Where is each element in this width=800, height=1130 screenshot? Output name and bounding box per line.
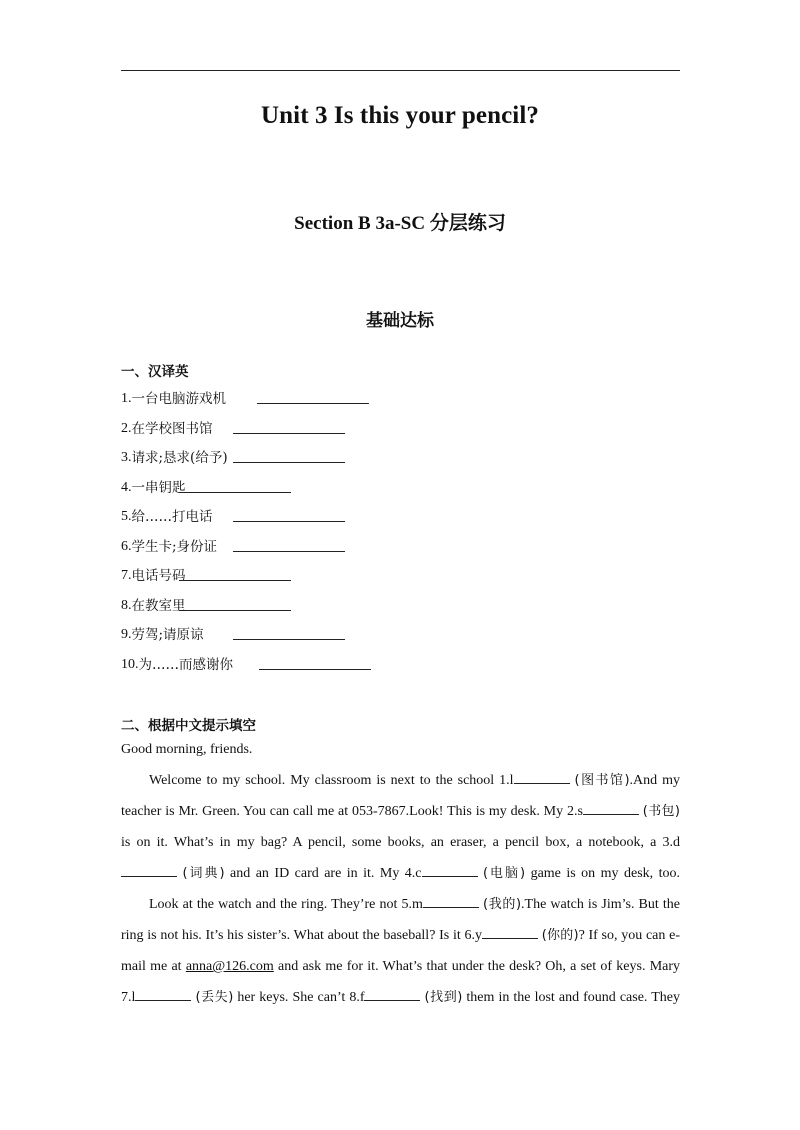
vocab-item-number: 1.: [121, 391, 132, 406]
page-title: Unit 3 Is this your pencil?: [261, 102, 539, 129]
passage-text: Look at the watch and the ring. They’re not 5.m: [149, 897, 423, 912]
answer-blank[interactable]: [259, 655, 371, 670]
passage-paragraph-2: [121, 889, 680, 1013]
passage: [121, 734, 680, 1013]
blank-7[interactable]: [135, 988, 191, 1001]
answer-blank[interactable]: [179, 596, 291, 611]
blank-8[interactable]: [364, 988, 420, 1001]
vocab-item-text: 一台电脑游戏机: [131, 391, 226, 407]
blank-5[interactable]: [423, 895, 479, 908]
vocab-item-text: 劳驾;请原谅: [131, 627, 204, 643]
vocab-item-text: 为……而感谢你: [138, 656, 233, 673]
answer-blank[interactable]: [233, 507, 345, 522]
blank-2[interactable]: [583, 802, 639, 815]
vocab-item-number: 8.: [121, 597, 132, 613]
vocab-item-number: 3.: [121, 450, 132, 465]
vocab-item-number: 7.: [121, 568, 132, 583]
part1-heading: 一、汉译英: [121, 364, 189, 380]
vocab-item-text: 电话号码: [131, 568, 186, 584]
hint-1: (图书馆): [574, 773, 630, 788]
passage-text: and an ID card are in it. My 4.c: [230, 866, 422, 881]
hint-6: (你的): [541, 928, 579, 943]
vocab-item-number: 4.: [121, 479, 132, 495]
blank-1[interactable]: [514, 771, 570, 784]
vocab-item: [121, 653, 411, 673]
part2-heading: 二、根据中文提示填空: [121, 718, 256, 734]
passage-text: ? If so, you can e-mail me at: [121, 928, 680, 974]
vocab-item-number: 2.: [121, 420, 132, 436]
vocab-item-number: 6.: [121, 538, 132, 554]
vocab-item-number: 10.: [121, 656, 139, 672]
passage-text: them in the lost and found case. They: [466, 990, 680, 1005]
hint-7: (丢失): [195, 990, 234, 1005]
hint-3: (词典): [182, 866, 225, 881]
passage-text: .And my teacher is Mr. Green. You can call me at 053-7867.Look! This is my desk. My 2.s: [121, 773, 681, 819]
vocab-item: [121, 417, 411, 437]
blank-6[interactable]: [482, 926, 538, 939]
answer-blank[interactable]: [233, 537, 345, 552]
answer-blank[interactable]: [233, 448, 345, 463]
answer-blank[interactable]: [257, 389, 369, 404]
vocab-item: [121, 535, 411, 555]
hint-8: (找到): [424, 990, 463, 1005]
vocab-item: [121, 564, 411, 584]
vocab-item-text: 一串钥匙: [131, 479, 186, 496]
vocab-item: [121, 387, 411, 407]
passage-text: .The watch is Jim’s. But the ring is not his. It’s his sister’s. What about the baseball? Is it 6.y: [121, 897, 681, 943]
top-rule: [121, 70, 680, 71]
passage-text: and ask me for it. What’s that under the desk? Oh, a set of keys. Mary 7.l: [121, 959, 681, 1005]
vocab-item-text: 在学校图书馆: [131, 420, 213, 437]
answer-blank[interactable]: [179, 566, 291, 581]
passage-greeting: [121, 734, 680, 765]
answer-blank[interactable]: [233, 419, 345, 434]
vocab-item: [121, 505, 411, 525]
answer-blank[interactable]: [233, 625, 345, 640]
passage-text: game is on my desk, too.: [530, 866, 681, 881]
level-heading: 基础达标: [366, 311, 434, 331]
blank-3[interactable]: [121, 864, 177, 877]
hint-2: (书包): [642, 804, 680, 819]
vocab-item-number: 5.: [121, 509, 132, 524]
passage-paragraph-1: [121, 765, 680, 889]
section-subtitle: Section B 3a-SC 分层练习: [294, 213, 506, 234]
answer-blank[interactable]: [179, 478, 291, 493]
vocab-item: [121, 476, 411, 496]
passage-text: Welcome to my school. My classroom is next to the school 1.l: [149, 773, 514, 788]
vocab-item-text: 在教室里: [131, 597, 186, 614]
vocab-item: [121, 623, 411, 643]
vocab-item-text: 学生卡;身份证: [131, 538, 218, 555]
vocab-item: [121, 446, 411, 466]
passage-text: her keys. She can’t 8.f: [237, 990, 365, 1005]
vocab-item: [121, 594, 411, 614]
email-link[interactable]: anna@126.com: [185, 959, 274, 974]
greeting-text: Good morning, friends.: [121, 742, 253, 757]
vocab-item-text: 给……打电话: [131, 509, 213, 525]
hint-5: (我的): [483, 897, 522, 912]
hint-4: (电脑): [483, 866, 526, 881]
blank-4[interactable]: [422, 864, 478, 877]
passage-text: is on it. What’s in my bag? A pencil, some books, an eraser, a pencil box, a notebook, a 3.d: [121, 835, 680, 850]
vocab-item-number: 9.: [121, 627, 132, 642]
vocab-item-text: 请求;恳求(给予): [131, 450, 228, 466]
